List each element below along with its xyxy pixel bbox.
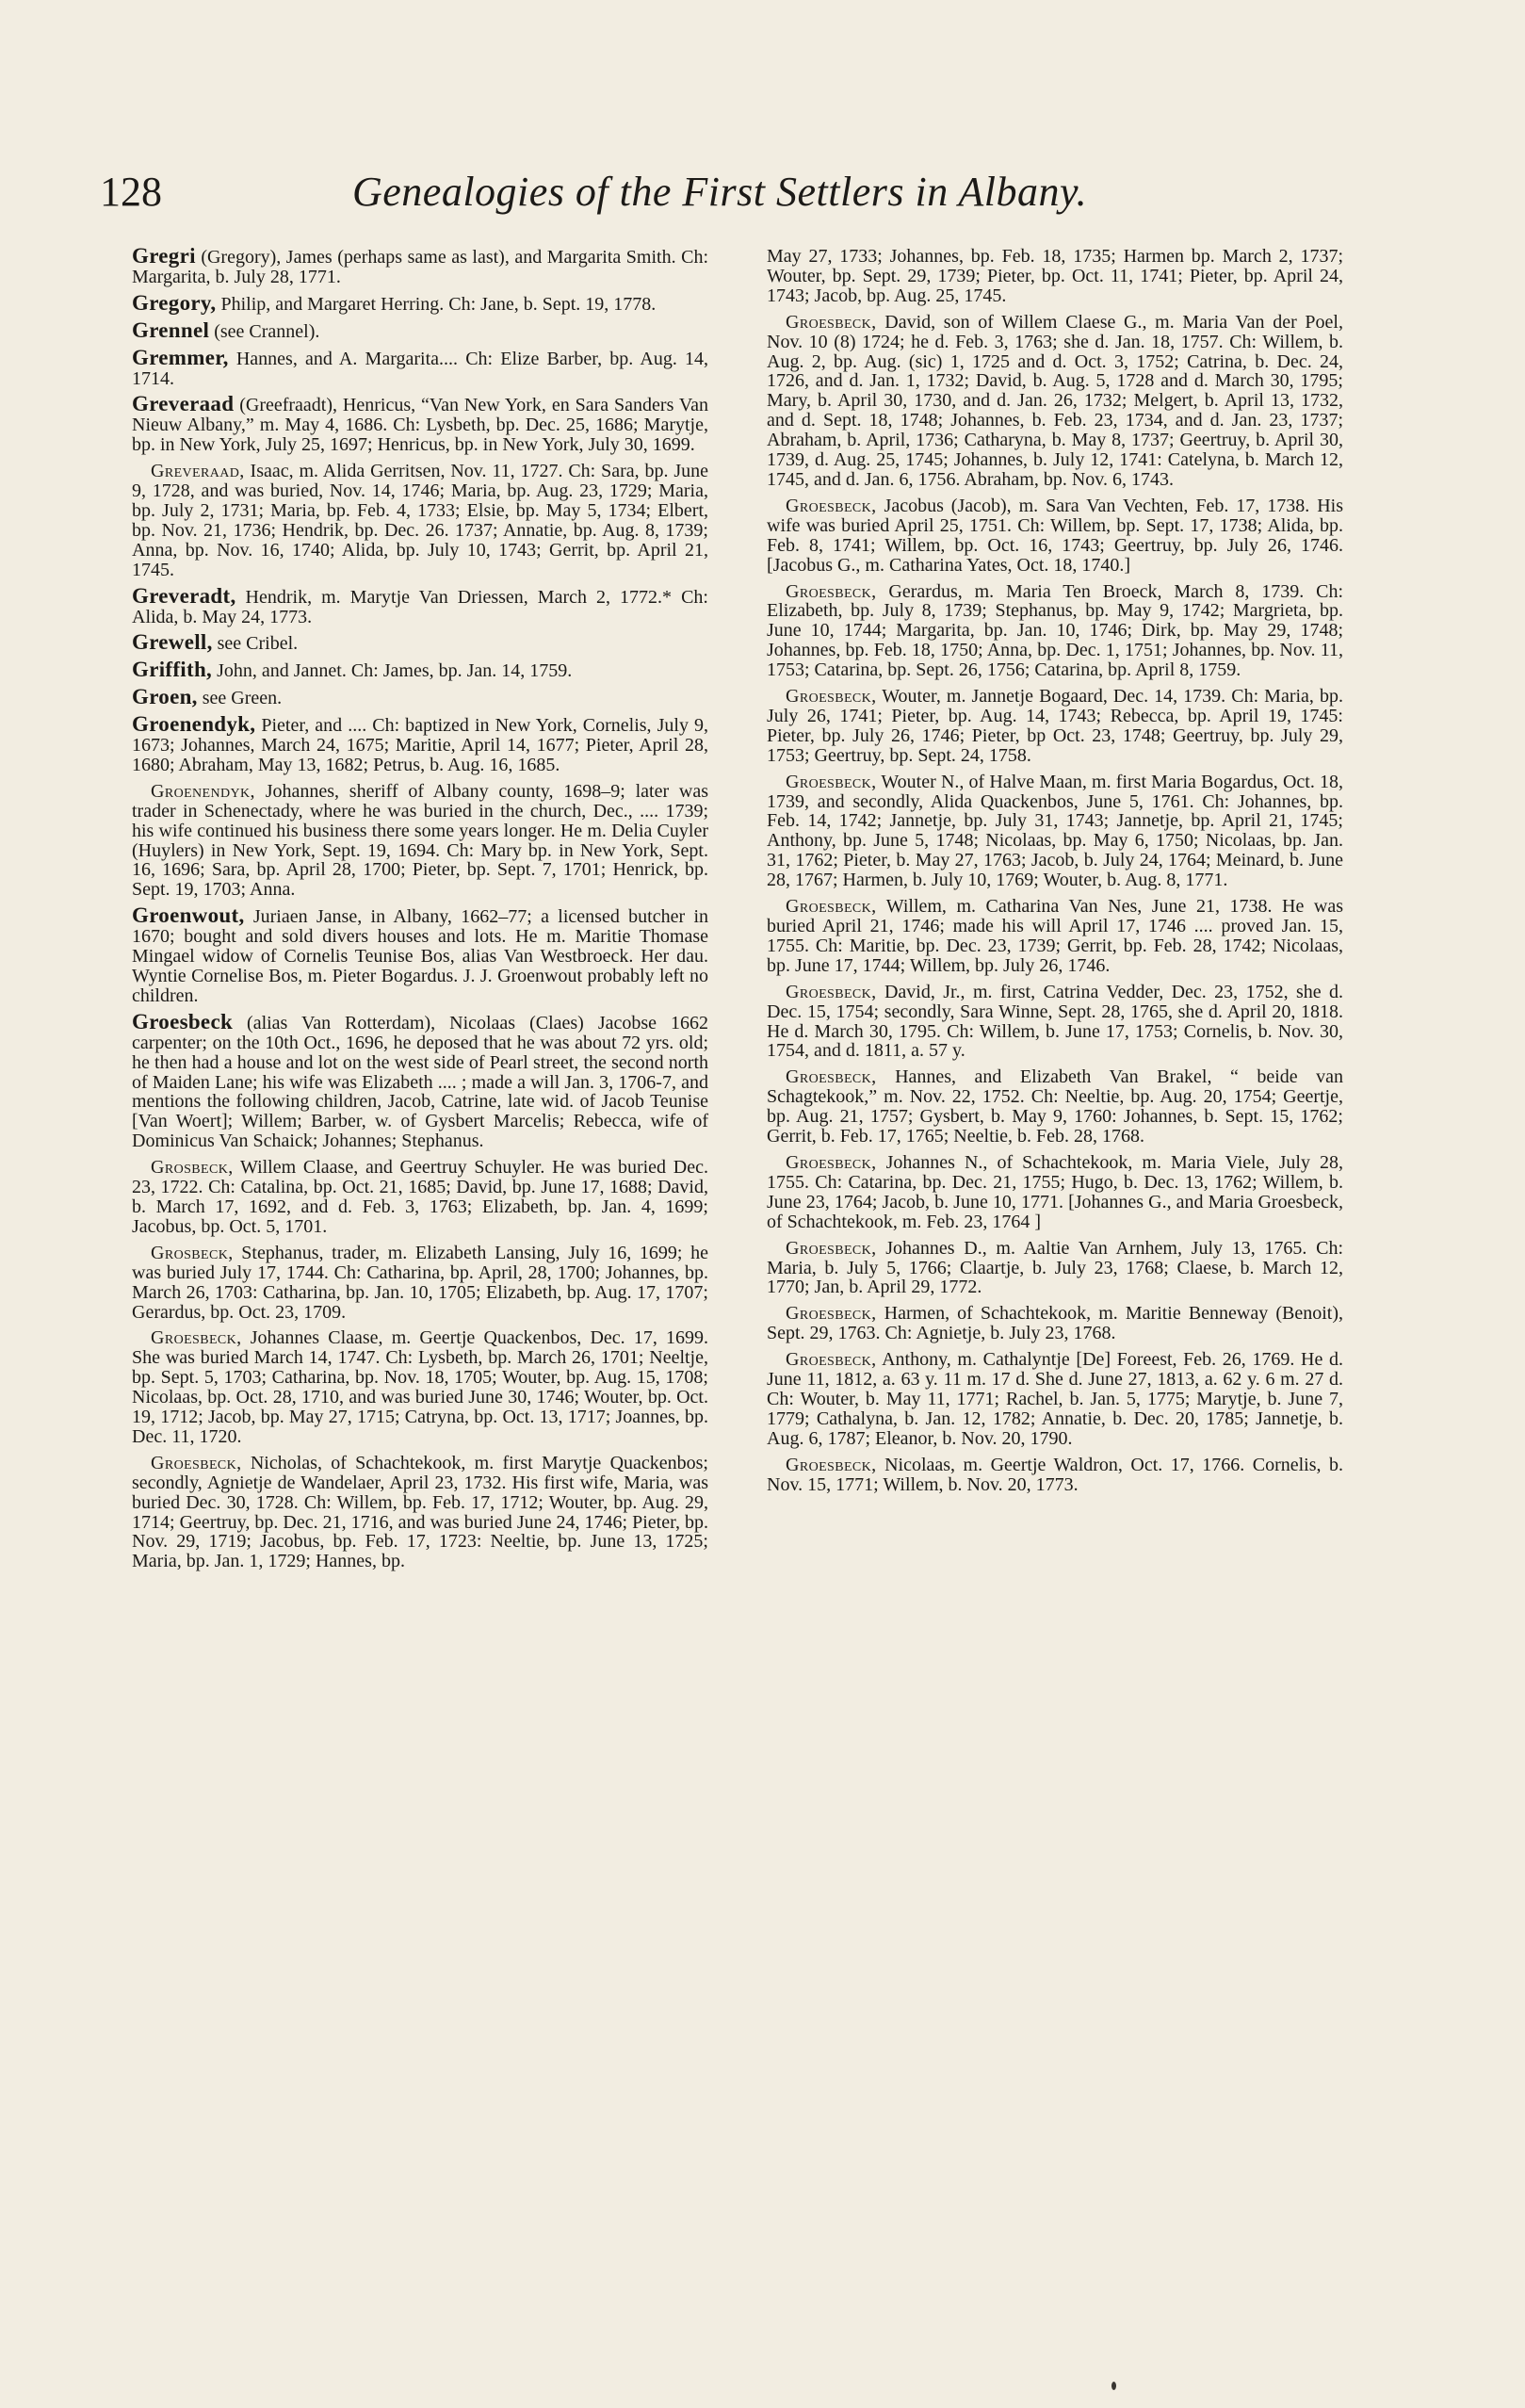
entry-text: (Greefraadt), Henricus, “Van New York, en Sara Sanders Van Nieuw Albany,” m. May 4, 1686. Ch: Lysbeth, bp. Dec. 25, 1686; Marytje, bp. in New York, July 25, 1697; Henricus, bp. in New York, July 30, 1699. [132, 395, 708, 456]
genealogy-entry [132, 782, 708, 900]
entry-text: David, son of Willem Claese G., m. Maria Van der Poel, Nov. 10 (8) 1724; he d. Feb. 3, 1763; she d. Jan. 18, 1757. Ch: Willem, b. Aug. 2, bp. Aug. (sic) 1, 1725 and d. Oct. 3, 1752; Catrina, b. Dec. 24, 1726, and d. Jan. 1, 1732; David, b. Aug. 5, 1728 and d. March 30, 1795; Mary, b. April 30, 1730, and d. Jan. 26, 1732; Melgert, b. April 13, 1732, and d. Sept. 18, 1748; Johannes, b. Feb. 23, 1734, and d. Jan. 23, 1737; Abraham, b. April, 1736; Catharyna, b. May 8, 1737; Geertruy, b. April 30, 1739, d. Aug. 25, 1745; Johannes, b. July 12, 1741: Catelyna, b. March 12, 1745, and d. Jan. 6, 1756. Abraham, bp. Nov. 6, 1743. [767, 311, 1343, 490]
genealogy-entry [767, 1239, 1343, 1298]
entry-text: Wouter N., of Halve Maan, m. first Maria Bogardus, Oct. 18, 1739, and secondly, Alida Quackenbos, June 5, 1761. Ch: Johannes, bp. Feb. 14, 1742; Jannetje, bp. July 31, 1743; Jannetje, bp. April 21, 1745; Anthony, bp. June 5, 1748; Nicolaas, bp. May 6, 1750; Nicolaas, bp. Jan. 31, 1762; Pieter, b. May 27, 1763; Jacob, b. July 24, 1764; Meinard, b. June 28, 1767; Harmen, b. July 10, 1769; Wouter, b. Aug. 8, 1771. [767, 771, 1343, 891]
left-column [132, 244, 708, 1578]
entry-surname: Groesbeck [132, 1009, 234, 1033]
genealogy-entry [767, 1456, 1343, 1495]
genealogy-entry [132, 1158, 708, 1237]
genealogy-entry [132, 392, 708, 456]
entry-surname: Groesbeck, [786, 1066, 877, 1088]
entry-surname: Groenwout, [132, 903, 245, 928]
entry-surname: Grewell, [132, 630, 213, 655]
genealogy-entry [767, 897, 1343, 976]
entry-text: Willem, m. Catharina Van Nes, June 21, 1738. He was buried April 21, 1746; made his will April 17, 1746 .... proved Jan. 15, 1755. Ch: Maritie, bp. Dec. 23, 1739; Gerrit, bp. Feb. 28, 1742; Nicolaas, bp. June 17, 1744; Willem, bp. July 26, 1746. [767, 896, 1343, 976]
entry-surname: Groesbeck, [786, 981, 877, 1002]
entry-text: Anthony, m. Cathalyntje [De] Foreest, Feb. 26, 1769. He d. June 11, 1812, a. 63 y. 11 m. 17 d. She d. June 27, 1813, a. 62 y. 6 m. 27 d. Ch: Wouter, b. May 11, 1771; Rachel, b. Jan. 5, 1775; Marytje, b. June 7, 1779; Cathalyna, b. Jan. 12, 1782; Annatie, b. Dec. 20, 1785; Jannetje, b. Aug. 6, 1787; Eleanor, b. Nov. 20, 1790. [767, 1349, 1343, 1449]
genealogy-entry [132, 685, 708, 709]
genealogy-entry [132, 345, 708, 389]
entry-text: Pieter, and .... Ch: baptized in New York, Cornelis, July 9, 1673; Johannes, March 24, 1675; Maritie, April 14, 1677; Pieter, April 28, 1680; Abraham, May 13, 1682; Petrus, b. Aug. 16, 1685. [132, 715, 708, 775]
genealogy-entry [132, 903, 708, 1006]
genealogy-entry [132, 317, 708, 342]
printer-mark [1111, 2382, 1116, 2390]
genealogy-entry [132, 712, 708, 775]
genealogy-entry [767, 582, 1343, 681]
running-title: Genealogies of the First Settlers in Albany. [352, 169, 1088, 215]
right-column [767, 247, 1343, 1501]
entry-text: Hannes, and A. Margarita.... Ch: Elize Barber, bp. Aug. 14, 1714. [132, 348, 708, 389]
entry-text: Johannes N., of Schachtekook, m. Maria Viele, July 28, 1755. Ch: Catarina, bp. Dec. 21, 1755; Hugo, b. Dec. 13, 1762; Willem, b. June 23, 1764; Jacob, b. June 10, 1771. [Johannes G., and Maria Groesbeck, of Schachtekook, m. Feb. 23, 1764 ] [767, 1151, 1343, 1232]
genealogy-entry [767, 983, 1343, 1062]
entry-surname: Greveraad [132, 392, 235, 416]
genealogy-entry [767, 773, 1343, 890]
entry-surname: Groesbeck, [786, 311, 877, 333]
entry-text: Nicolaas, m. Geertje Waldron, Oct. 17, 1766. Cornelis, b. Nov. 15, 1771; Willem, b. Nov. 20, 1773. [767, 1454, 1343, 1495]
entry-text: Philip, and Margaret Herring. Ch: Jane, b. Sept. 19, 1778. [216, 293, 657, 315]
entry-surname: Groesbeck, [786, 1303, 877, 1325]
entry-surname: Gregri [132, 244, 196, 268]
entry-text: Juriaen Janse, in Albany, 1662–77; a licensed butcher in 1670; bought and sold divers houses and lots. He m. Maritie Thomase Mingael widow of Cornelis Teunise Bos, alias Van Westbroeck. Her dau. Wyntie Cornelise Bos, m. Pieter Bogardus. J. J. Groenwout probably left no children. [132, 906, 708, 1006]
entry-surname: Groesbeck, [151, 1327, 242, 1349]
genealogy-entry [132, 583, 708, 627]
entry-surname: Groesbeck, [786, 1349, 877, 1371]
entry-text: Jacobus (Jacob), m. Sara Van Vechten, Feb. 17, 1738. His wife was buried April 25, 1751. Ch: Willem, bp. Sept. 17, 1738; Alida, bp. Feb. 8, 1741; Willem, bp. Oct. 16, 1743; Geertruy, bp. July 26, 1746. [Jacobus G., m. Catharina Yates, Oct. 18, 1740.] [767, 495, 1343, 576]
entry-text: Johannes D., m. Aaltie Van Arnhem, July 13, 1765. Ch: Maria, b. July 5, 1766; Claartje, b. July 23, 1768; Claese, b. March 12, 1770; Jan, b. April 29, 1772. [767, 1237, 1343, 1298]
entry-surname: Griffith, [132, 658, 213, 682]
entry-text: see Green. [197, 688, 283, 709]
entry-text: Isaac, m. Alida Gerritsen, Nov. 11, 1727. Ch: Sara, bp. June 9, 1728, and was buried, Nov. 14, 1746; Maria, bp. Aug. 23, 1729; Maria, bp. July 2, 1731; Maria, bp. Feb. 4, 1733; Elsie, bp. May 5, 1734; Elbert, bp. Nov. 21, 1736; Hendrik, bp. Dec. 26. 1737; Annatie, bp. Aug. 8, 1739; Anna, bp. Nov. 16, 1740; Alida, bp. July 10, 1743; Gerrit, bp. April 21, 1745. [132, 461, 708, 580]
entry-surname: Groenendyk, [132, 712, 256, 737]
genealogy-entry [767, 313, 1343, 490]
entry-text: Hendrik, m. Marytje Van Driessen, March 2, 1772.* Ch: Alida, b. May 24, 1773. [132, 586, 708, 627]
genealogy-entry [767, 247, 1343, 306]
entry-surname: Groesbeck, [786, 686, 877, 708]
entry-text: (see Crannel). [209, 320, 320, 342]
entry-surname: Grosbeck, [151, 1242, 234, 1263]
entry-text: Wouter, m. Jannetje Bogaard, Dec. 14, 1739. Ch: Maria, bp. July 26, 1741; Pieter, bp. Aug. 14, 1743; Rebecca, bp. April 19, 1745: Pieter, bp. July 26, 1746; Pieter, bp Oct. 23, 1748; Geertruy, bp. July 29, 1753; Geertruy, bp. Sept. 24, 1758. [767, 686, 1343, 766]
genealogy-entry [132, 630, 708, 655]
genealogy-entry [767, 1153, 1343, 1232]
entry-surname: Groesbeck, [786, 896, 877, 918]
entry-surname: Groesbeck, [786, 495, 877, 516]
entry-surname: Greveradt, [132, 583, 236, 608]
entry-text: John, and Jannet. Ch: James, bp. Jan. 14, 1759. [212, 660, 573, 682]
genealogy-entry [767, 687, 1343, 766]
entry-text: (Gregory), James (perhaps same as last), and Margarita Smith. Ch: Margarita, b. July 28, 1771. [132, 247, 708, 287]
genealogy-entry [132, 660, 708, 681]
page-number: 128 [100, 169, 162, 215]
entry-text: Harmen, of Schachtekook, m. Maritie Benneway (Benoit), Sept. 29, 1763. Ch: Agnietje, b. July 23, 1768. [767, 1303, 1343, 1344]
genealogy-entry [767, 1304, 1343, 1343]
entry-surname: Groesbeck, [786, 771, 877, 792]
entry-text: Johannes, sheriff of Albany county, 1698–9; later was trader in Schenectady, where he was buried in the church, Dec., .... 1739; his wife continued his business there some years longer. He m. Delia Cuyler (Huylers) in New York, Sept. 19, 1694. Ch: Mary bp. in New York, Sept. 16, 1696; Sara, bp. April 28, 1700; Pieter, bp. Sept. 7, 1701; Henrick, bp. Sept. 19, 1703; Anna. [132, 780, 708, 901]
entry-surname: Grosbeck, [151, 1157, 234, 1179]
entry-surname: Gregory, [132, 290, 217, 315]
entry-surname: Groesbeck, [786, 580, 877, 602]
genealogy-entry [132, 1454, 708, 1571]
entry-surname: Groesbeck, [786, 1237, 877, 1259]
genealogy-entry [767, 1350, 1343, 1449]
entry-surname: Groesbeck, [786, 1454, 877, 1475]
entry-surname: Greveraad, [151, 461, 245, 482]
entry-text: Nicholas, of Schachtekook, m. first Marytje Quackenbos; secondly, Agnietje de Wandelaer, April 23, 1732. His first wife, Maria, was buried Dec. 30, 1728. Ch: Willem, bp. Feb. 17, 1712; Wouter, bp. Aug. 29, 1714; Geertruy, bp. Dec. 21, 1716, and was buried June 24, 1746; Pieter, bp. Nov. 29, 1719; Jacobus, bp. Feb. 17, 1723: Neeltie, bp. June 13, 1725; Maria, bp. Jan. 1, 1729; Hannes, bp. [132, 1452, 708, 1572]
entry-surname: Gremmer, [132, 345, 229, 369]
entry-surname: Groesbeck, [151, 1452, 242, 1473]
genealogy-entry [767, 496, 1343, 576]
entry-text: see Cribel. [212, 633, 299, 655]
entry-surname: Groen, [132, 685, 198, 709]
entry-text: (alias Van Rotterdam), Nicolaas (Claes) Jacobse 1662 carpenter; on the 10th Oct., 1696, he deposed that he was about 72 yrs. old; he then had a house and lot on the west side of Pearl street, the second north of Maiden Lane; his wife was Elizabeth .... ; made a will Jan. 3, 1706-7, and mentions the following children, Jacob, Catrine, late wid. of Jacob Teunise [Van Woert]; Willem; Barber, w. of Gysbert Marcelis; Rebecca, wife of Dominicus Van Schaick; Johannes; Stephanus. [132, 1012, 708, 1152]
entry-text: Hannes, and Elizabeth Van Brakel, “ beide van Schagtekook,” m. Nov. 22, 1752. Ch: Neeltie, bp. Aug. 20, 1754; Geertje, bp. Aug. 21, 1757; Gysbert, b. May 9, 1760: Johannes, b. Sept. 15, 1762; Gerrit, b. Feb. 17, 1765; Neeltie, b. Feb. 28, 1768. [767, 1066, 1343, 1147]
genealogy-entry [132, 462, 708, 579]
entry-text: David, Jr., m. first, Catrina Vedder, Dec. 23, 1752, she d. Dec. 15, 1754; secondly, Sara Winne, Sept. 28, 1765, she d. April 20, 1818. He d. March 30, 1795. Ch: Willem, b. June 17, 1753; Cornelis, b. Nov. 30, 1754, and d. 1811, a. 57 y. [767, 981, 1343, 1062]
genealogy-entry [132, 244, 708, 287]
entry-text: Gerardus, m. Maria Ten Broeck, March 8, 1739. Ch: Elizabeth, bp. July 8, 1739; Stephanus, bp. May 9, 1742; Margrieta, bp. June 10, 1744; Margarita, bp. Jan. 10, 1746; Dirk, bp. May 29, 1748; Johannes, bp. Feb. 18, 1750; Anna, bp. Dec. 1, 1751; Johannes, bp. Nov. 11, 1753; Catarina, bp. Sept. 26, 1756; Catarina, bp. April 8, 1759. [767, 580, 1343, 681]
genealogy-entry [767, 1067, 1343, 1147]
entry-surname: Grennel [132, 317, 210, 342]
entry-text: May 27, 1733; Johannes, bp. Feb. 18, 1735; Harmen bp. March 2, 1737; Wouter, bp. Sept. 29, 1739; Pieter, bp. Oct. 11, 1741; Pieter, bp. April 24, 1743; Jacob, bp. Aug. 25, 1745. [767, 246, 1343, 306]
genealogy-entry [132, 290, 708, 315]
entry-text: Stephanus, trader, m. Elizabeth Lansing, July 16, 1699; he was buried July 17, 1744. Ch: Catharina, bp. April, 28, 1700; Johannes, bp. March 26, 1703: Catharina, bp. Jan. 10, 1705; Elizabeth, bp. Aug. 17, 1707; Gerardus, bp. Oct. 23, 1709. [132, 1242, 708, 1323]
genealogy-entry [132, 1009, 708, 1152]
genealogy-entry [132, 1244, 708, 1323]
page-header [100, 162, 1202, 222]
entry-surname: Groenendyk, [151, 780, 255, 802]
entry-text: Willem Claase, and Geertruy Schuyler. He was buried Dec. 23, 1722. Ch: Catalina, bp. Oct. 21, 1685; David, bp. June 17, 1688; David, b. March 17, 1692, and d. Feb. 3, 1763; Elizabeth, bp. Jan. 4, 1699; Jacobus, bp. Oct. 5, 1701. [132, 1157, 708, 1237]
entry-text: Johannes Claase, m. Geertje Quackenbos, Dec. 17, 1699. She was buried March 14, 1747. Ch: Lysbeth, bp. March 26, 1701; Neeltje, bp. Sept. 5, 1703; Catharina, bp. Nov. 18, 1705; Wouter, bp. Aug. 15, 1708; Nicolaas, bp. Oct. 28, 1710, and was buried June 30, 1746; Wouter, bp. Oct. 19, 1712; Jacob, bp. May 27, 1715; Catryna, bp. Oct. 13, 1717; Joannes, bp. Dec. 11, 1720. [132, 1327, 708, 1447]
entry-surname: Groesbeck, [786, 1151, 877, 1173]
genealogy-entry [132, 1328, 708, 1446]
